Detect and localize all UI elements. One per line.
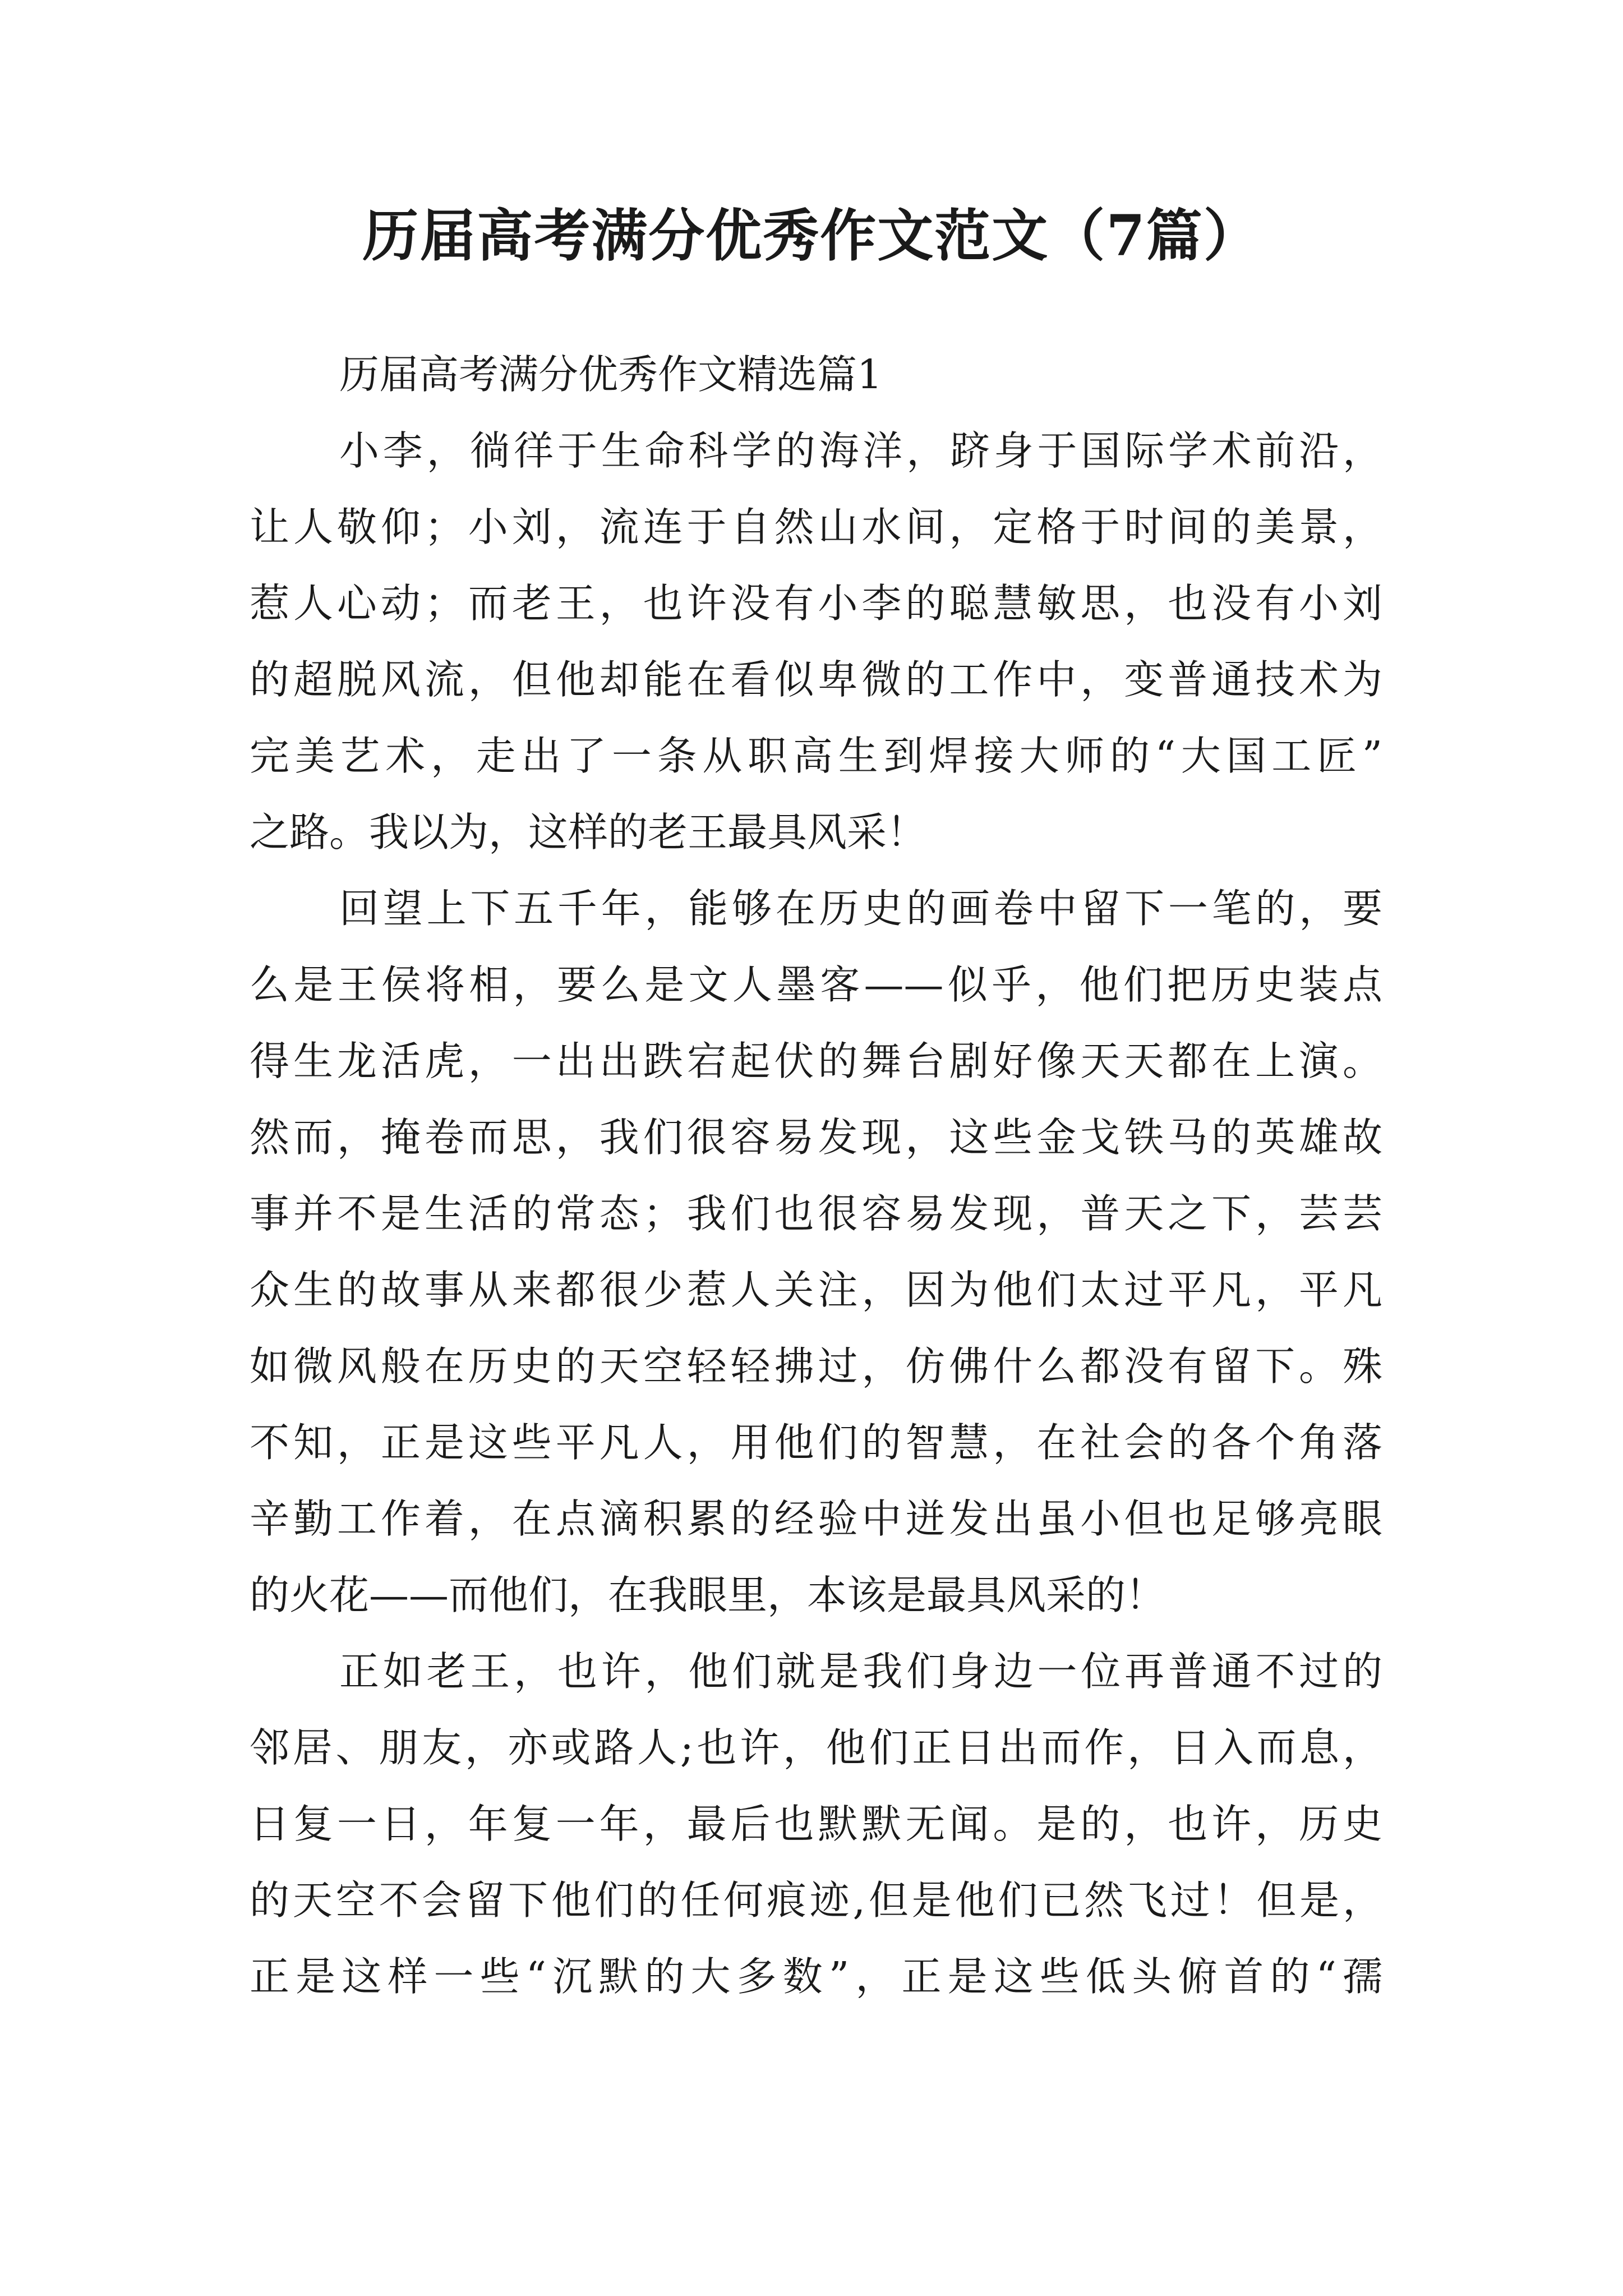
document-title: 历届高考满分优秀作文范文（7篇） — [362, 203, 1261, 269]
text-line: 回望上下五千年，能够在历史的画卷中留下一笔的，要 — [339, 885, 1382, 932]
section-heading: 历届高考满分优秀作文精选篇1 — [339, 351, 883, 398]
paragraph — [250, 413, 1382, 871]
text-line: 完美艺术，走出了一条从职高生到焊接大师的“大国工匠” — [250, 733, 1382, 779]
text-line: 惹人心动；而老王，也许没有小李的聪慧敏思，也没有小刘 — [250, 580, 1382, 627]
text-line: 小李，徜徉于生命科学的海洋，跻身于国际学术前沿， — [339, 427, 1382, 474]
text-line: 众生的故事从来都很少惹人关注，因为他们太过平凡，平凡 — [250, 1267, 1382, 1313]
text-line: 正如老王，也许，他们就是我们身边一位再普通不过的 — [339, 1648, 1382, 1695]
text-line: 如微风般在历史的天空轻轻拂过，仿佛什么都没有留下。殊 — [250, 1343, 1382, 1389]
text-line: 不知，正是这些平凡人，用他们的智慧，在社会的各个角落 — [250, 1419, 1382, 1466]
document-body — [250, 337, 1382, 2015]
text-line: 辛勤工作着，在点滴积累的经验中迸发出虽小但也足够亮眼 — [250, 1496, 1382, 1542]
text-line: 事并不是生活的常态；我们也很容易发现，普天之下，芸芸 — [250, 1190, 1382, 1237]
paragraph — [250, 1634, 1382, 2015]
text-line: 让人敬仰；小刘，流连于自然山水间，定格于时间的美景， — [250, 504, 1382, 550]
text-line: 的天空不会留下他们的任何痕迹,但是他们已然飞过！但是， — [250, 1877, 1382, 1924]
text-line: 得生龙活虎，一出出跌宕起伏的舞台剧好像天天都在上演。 — [250, 1038, 1382, 1084]
text-line: 然而，掩卷而思，我们很容易发现，这些金戈铁马的英雄故 — [250, 1114, 1382, 1161]
text-line: 的火花——而他们，在我眼里，本该是最具风采的！ — [250, 1572, 1166, 1618]
text-line: 邻居、朋友，亦或路人;也许，他们正日出而作，日入而息， — [250, 1724, 1382, 1771]
text-line: 之路。我以为，这样的老王最具风采！ — [250, 809, 927, 855]
paragraph — [250, 871, 1382, 1634]
text-line: 日复一日，年复一年，最后也默默无闻。是的，也许，历史 — [250, 1801, 1382, 1847]
text-line: 么是王侯将相，要么是文人墨客——似乎，他们把历史装点 — [250, 961, 1382, 1008]
text-line: 的超脱风流，但他却能在看似卑微的工作中，变普通技术为 — [250, 656, 1382, 703]
text-line: 正是这样一些“沉默的大多数”，正是这些低头俯首的“孺 — [250, 1953, 1382, 2000]
